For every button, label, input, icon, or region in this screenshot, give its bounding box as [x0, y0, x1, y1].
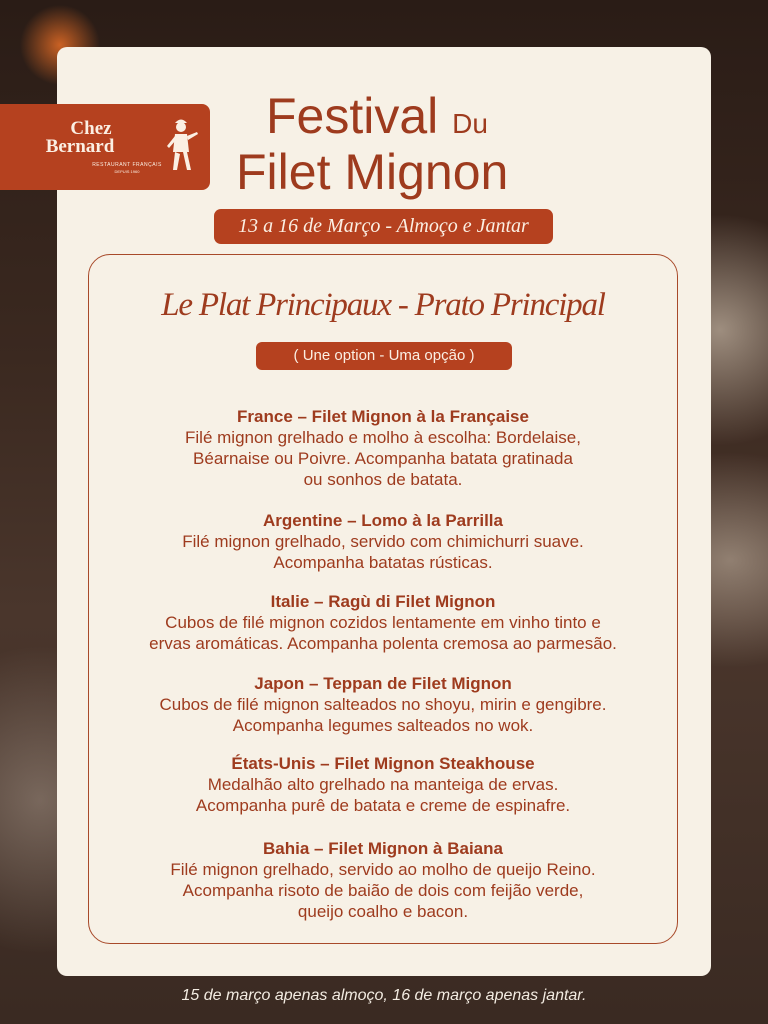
dish-description [88, 427, 678, 490]
dish-name: Bahia – Filet Mignon à Baiana [263, 839, 503, 858]
restaurant-logo [0, 104, 210, 190]
dish-name: Japon – Teppan de Filet Mignon [254, 674, 512, 693]
option-note: ( Une option - Uma opção ) [256, 342, 512, 370]
dish-bahia [88, 838, 678, 922]
dish-name: Italie – Ragù di Filet Mignon [270, 592, 496, 611]
dish-etats-unis [88, 753, 678, 816]
chef-icon [163, 118, 199, 174]
dish-italie [88, 591, 678, 654]
dish-name: France – Filet Mignon à la Française [237, 407, 529, 426]
dish-argentine [88, 510, 678, 573]
footer-note: 15 de março apenas almoço, 16 de março apenas jantar. [181, 987, 587, 1004]
festival-title [236, 88, 536, 200]
festival-title-line1 [236, 88, 536, 152]
dish-desc-line: queijo coalho e bacon. [297, 902, 469, 921]
logo-line1: Chez [70, 118, 112, 139]
dish-desc-line: ou sonhos de batata. [303, 470, 463, 489]
festival-word: Festival [266, 88, 439, 144]
dish-description [88, 531, 678, 573]
dish-japon [88, 673, 678, 736]
dish-description [88, 612, 678, 654]
festival-title-line2: Filet Mignon [236, 144, 509, 200]
logo-line2: Bernard [45, 136, 115, 157]
dish-description [88, 859, 678, 922]
dish-france [88, 406, 678, 490]
dish-name: Argentine – Lomo à la Parrilla [263, 511, 503, 530]
dish-desc-line: Filé mignon grelhado, servido ao molho de queijo Reino. [170, 860, 596, 879]
menu-heading: Le Plat Principaux - Prato Principal [161, 287, 605, 323]
dish-desc-line: Filé mignon grelhado e molho à escolha: Bordelaise, [185, 428, 581, 447]
dish-desc-line: Acompanha risoto de baião de dois com feijão verde, [182, 881, 584, 900]
logo-tagline: RESTAURANT FRANÇAIS [92, 162, 162, 168]
dish-desc-line: Cubos de filé mignon salteados no shoyu, mirin e gengibre. [159, 695, 607, 714]
dish-desc-line: Acompanha batatas rústicas. [273, 553, 493, 572]
dish-desc-line: ervas aromáticas. Acompanha polenta cremosa ao parmesão. [149, 634, 617, 653]
dish-desc-line: Acompanha legumes salteados no wok. [232, 716, 534, 735]
dish-description [88, 694, 678, 736]
dish-desc-line: Cubos de filé mignon cozidos lentamente em vinho tinto e [165, 613, 601, 632]
logo-since: DEPUIS 1960 [114, 169, 140, 174]
dish-desc-line: Béarnaise ou Poivre. Acompanha batata gratinada [193, 449, 573, 468]
dish-desc-line: Acompanha purê de batata e creme de espinafre. [195, 796, 571, 815]
dates-badge: 13 a 16 de Março - Almoço e Jantar [214, 209, 553, 244]
festival-du: Du [452, 108, 488, 139]
dish-desc-line: Medalhão alto grelhado na manteiga de ervas. [207, 775, 559, 794]
dish-description [88, 774, 678, 816]
logo-wordmark [0, 120, 160, 156]
dish-name: États-Unis – Filet Mignon Steakhouse [231, 754, 535, 773]
dish-desc-line: Filé mignon grelhado, servido com chimichurri suave. [182, 532, 584, 551]
